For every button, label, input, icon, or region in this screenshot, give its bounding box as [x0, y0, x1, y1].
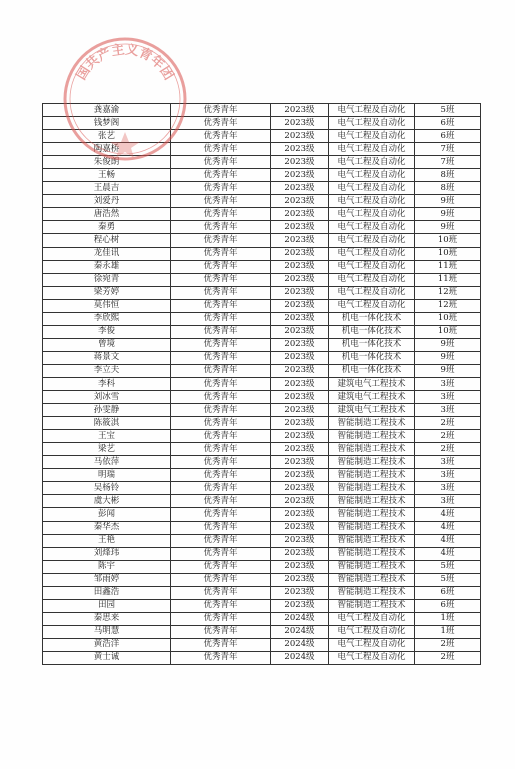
grade-cell: 2023级 [271, 404, 329, 417]
honor-cell: 优秀青年 [171, 273, 271, 286]
name-cell: 钱梦阁 [43, 117, 171, 130]
name-cell: 田鑫浩 [43, 586, 171, 599]
honor-cell: 优秀青年 [171, 508, 271, 521]
table-row [43, 325, 481, 338]
class-cell: 6班 [415, 117, 481, 130]
class-cell: 8班 [415, 182, 481, 195]
table-row [43, 638, 481, 651]
name-cell: 王晨吉 [43, 182, 171, 195]
major-cell: 智能制造工程技术 [329, 547, 415, 560]
name-cell: 邹雨婷 [43, 573, 171, 586]
honor-cell: 优秀青年 [171, 234, 271, 247]
class-cell: 8班 [415, 169, 481, 182]
grade-cell: 2023级 [271, 521, 329, 534]
honor-cell: 优秀青年 [171, 130, 271, 143]
name-cell: 陈宇 [43, 560, 171, 573]
major-cell: 建筑电气工程技术 [329, 391, 415, 404]
honor-cell: 优秀青年 [171, 195, 271, 208]
class-cell: 1班 [415, 612, 481, 625]
honor-cell: 优秀青年 [171, 482, 271, 495]
grade-cell: 2023级 [271, 273, 329, 286]
honor-cell: 优秀青年 [171, 338, 271, 351]
name-cell: 张艺 [43, 130, 171, 143]
class-cell: 10班 [415, 234, 481, 247]
grade-cell: 2024级 [271, 651, 329, 664]
table-row [43, 286, 481, 299]
table-row [43, 143, 481, 156]
class-cell: 2班 [415, 430, 481, 443]
class-cell: 10班 [415, 325, 481, 338]
honor-cell: 优秀青年 [171, 104, 271, 117]
class-cell: 3班 [415, 391, 481, 404]
major-cell: 智能制造工程技术 [329, 482, 415, 495]
major-cell: 智能制造工程技术 [329, 586, 415, 599]
major-cell: 电气工程及自动化 [329, 130, 415, 143]
grade-cell: 2024级 [271, 638, 329, 651]
table-row [43, 482, 481, 495]
honor-cell: 优秀青年 [171, 638, 271, 651]
name-cell: 彭闻 [43, 508, 171, 521]
honor-cell: 优秀青年 [171, 391, 271, 404]
table-row [43, 495, 481, 508]
seal-text: 国共产主义青年团 [74, 42, 176, 83]
name-cell: 马明慧 [43, 625, 171, 638]
major-cell: 智能制造工程技术 [329, 521, 415, 534]
class-cell: 9班 [415, 338, 481, 351]
major-cell: 电气工程及自动化 [329, 221, 415, 234]
honor-cell: 优秀青年 [171, 456, 271, 469]
grade-cell: 2023级 [271, 221, 329, 234]
grade-cell: 2023级 [271, 325, 329, 338]
name-cell: 梁芳婷 [43, 286, 171, 299]
honor-cell: 优秀青年 [171, 312, 271, 325]
table-row [43, 130, 481, 143]
table-row [43, 247, 481, 260]
major-cell: 智能制造工程技术 [329, 573, 415, 586]
table-row [43, 508, 481, 521]
table-row [43, 299, 481, 312]
svg-text:国共产主义青年团 [73, 42, 177, 83]
grade-cell: 2023级 [271, 573, 329, 586]
major-cell: 智能制造工程技术 [329, 495, 415, 508]
grade-cell: 2023级 [271, 338, 329, 351]
table-row [43, 625, 481, 638]
table-row [43, 234, 481, 247]
class-cell: 3班 [415, 377, 481, 390]
table-row [43, 586, 481, 599]
grade-cell: 2023级 [271, 169, 329, 182]
table-row [43, 612, 481, 625]
name-cell: 明瑞 [43, 469, 171, 482]
grade-cell: 2023级 [271, 377, 329, 390]
honor-list-table-container [42, 103, 480, 665]
name-cell: 秦华杰 [43, 521, 171, 534]
honor-cell: 优秀青年 [171, 534, 271, 547]
name-cell: 蒋景文 [43, 351, 171, 364]
grade-cell: 2024级 [271, 612, 329, 625]
grade-cell: 2023级 [271, 417, 329, 430]
grade-cell: 2023级 [271, 182, 329, 195]
grade-cell: 2023级 [271, 469, 329, 482]
table-row [43, 430, 481, 443]
name-cell: 王宝 [43, 430, 171, 443]
name-cell: 秦思来 [43, 612, 171, 625]
major-cell: 电气工程及自动化 [329, 273, 415, 286]
name-cell: 刘爱丹 [43, 195, 171, 208]
class-cell: 3班 [415, 469, 481, 482]
major-cell: 电气工程及自动化 [329, 286, 415, 299]
table-body [43, 104, 481, 665]
grade-cell: 2023级 [271, 130, 329, 143]
major-cell: 机电一体化技术 [329, 364, 415, 377]
honor-cell: 优秀青年 [171, 221, 271, 234]
class-cell: 2班 [415, 417, 481, 430]
class-cell: 9班 [415, 208, 481, 221]
table-row [43, 169, 481, 182]
honor-cell: 优秀青年 [171, 599, 271, 612]
table-row [43, 456, 481, 469]
major-cell: 机电一体化技术 [329, 338, 415, 351]
class-cell: 2班 [415, 651, 481, 664]
name-cell: 孙雯静 [43, 404, 171, 417]
honor-cell: 优秀青年 [171, 586, 271, 599]
table-row [43, 364, 481, 377]
honor-cell: 优秀青年 [171, 573, 271, 586]
major-cell: 智能制造工程技术 [329, 417, 415, 430]
major-cell: 智能制造工程技术 [329, 560, 415, 573]
name-cell: 王畅 [43, 169, 171, 182]
major-cell: 机电一体化技术 [329, 325, 415, 338]
name-cell: 李立夫 [43, 364, 171, 377]
class-cell: 10班 [415, 247, 481, 260]
honor-cell: 优秀青年 [171, 351, 271, 364]
honor-cell: 优秀青年 [171, 612, 271, 625]
class-cell: 3班 [415, 456, 481, 469]
grade-cell: 2023级 [271, 312, 329, 325]
major-cell: 机电一体化技术 [329, 312, 415, 325]
honor-cell: 优秀青年 [171, 651, 271, 664]
name-cell: 莫伟恒 [43, 299, 171, 312]
name-cell: 龚嘉渝 [43, 104, 171, 117]
table-row [43, 521, 481, 534]
name-cell: 马依萍 [43, 456, 171, 469]
class-cell: 4班 [415, 547, 481, 560]
name-cell: 王艳 [43, 534, 171, 547]
honor-cell: 优秀青年 [171, 443, 271, 456]
table-row [43, 260, 481, 273]
honor-cell: 优秀青年 [171, 495, 271, 508]
major-cell: 电气工程及自动化 [329, 169, 415, 182]
class-cell: 9班 [415, 351, 481, 364]
name-cell: 刘冰雪 [43, 391, 171, 404]
class-cell: 7班 [415, 143, 481, 156]
honor-cell: 优秀青年 [171, 247, 271, 260]
grade-cell: 2023级 [271, 143, 329, 156]
name-cell: 唐浩然 [43, 208, 171, 221]
grade-cell: 2023级 [271, 430, 329, 443]
major-cell: 智能制造工程技术 [329, 443, 415, 456]
major-cell: 电气工程及自动化 [329, 156, 415, 169]
class-cell: 12班 [415, 299, 481, 312]
honor-cell: 优秀青年 [171, 521, 271, 534]
table-row [43, 182, 481, 195]
table-row [43, 338, 481, 351]
major-cell: 建筑电气工程技术 [329, 377, 415, 390]
table-row [43, 156, 481, 169]
name-cell: 黄士诚 [43, 651, 171, 664]
table-row [43, 104, 481, 117]
table-row [43, 547, 481, 560]
name-cell: 李科 [43, 377, 171, 390]
table-row [43, 377, 481, 390]
major-cell: 电气工程及自动化 [329, 638, 415, 651]
major-cell: 电气工程及自动化 [329, 625, 415, 638]
class-cell: 3班 [415, 482, 481, 495]
class-cell: 12班 [415, 286, 481, 299]
table-row [43, 208, 481, 221]
major-cell: 智能制造工程技术 [329, 534, 415, 547]
honor-cell: 优秀青年 [171, 117, 271, 130]
grade-cell: 2023级 [271, 351, 329, 364]
table-row [43, 312, 481, 325]
honor-cell: 优秀青年 [171, 560, 271, 573]
honor-cell: 优秀青年 [171, 156, 271, 169]
class-cell: 6班 [415, 130, 481, 143]
table-row [43, 599, 481, 612]
grade-cell: 2023级 [271, 364, 329, 377]
class-cell: 10班 [415, 312, 481, 325]
honor-cell: 优秀青年 [171, 325, 271, 338]
major-cell: 电气工程及自动化 [329, 182, 415, 195]
table-row [43, 560, 481, 573]
class-cell: 5班 [415, 560, 481, 573]
class-cell: 2班 [415, 638, 481, 651]
major-cell: 智能制造工程技术 [329, 599, 415, 612]
grade-cell: 2023级 [271, 495, 329, 508]
name-cell: 虞大彬 [43, 495, 171, 508]
grade-cell: 2023级 [271, 560, 329, 573]
major-cell: 建筑电气工程技术 [329, 404, 415, 417]
grade-cell: 2023级 [271, 208, 329, 221]
honor-cell: 优秀青年 [171, 143, 271, 156]
name-cell: 陶嘉桥 [43, 143, 171, 156]
name-cell: 梁艺 [43, 443, 171, 456]
table-row [43, 573, 481, 586]
name-cell: 程心树 [43, 234, 171, 247]
grade-cell: 2023级 [271, 247, 329, 260]
grade-cell: 2023级 [271, 286, 329, 299]
table-row [43, 534, 481, 547]
honor-cell: 优秀青年 [171, 364, 271, 377]
grade-cell: 2023级 [271, 117, 329, 130]
honor-cell: 优秀青年 [171, 169, 271, 182]
class-cell: 9班 [415, 364, 481, 377]
class-cell: 6班 [415, 586, 481, 599]
grade-cell: 2023级 [271, 482, 329, 495]
major-cell: 电气工程及自动化 [329, 299, 415, 312]
class-cell: 1班 [415, 625, 481, 638]
name-cell: 龙佳讯 [43, 247, 171, 260]
major-cell: 电气工程及自动化 [329, 208, 415, 221]
grade-cell: 2023级 [271, 456, 329, 469]
major-cell: 智能制造工程技术 [329, 456, 415, 469]
class-cell: 5班 [415, 573, 481, 586]
grade-cell: 2024级 [271, 625, 329, 638]
honor-cell: 优秀青年 [171, 430, 271, 443]
class-cell: 3班 [415, 404, 481, 417]
major-cell: 电气工程及自动化 [329, 260, 415, 273]
grade-cell: 2023级 [271, 195, 329, 208]
grade-cell: 2023级 [271, 104, 329, 117]
honor-cell: 优秀青年 [171, 182, 271, 195]
class-cell: 11班 [415, 260, 481, 273]
class-cell: 7班 [415, 156, 481, 169]
name-cell: 秦永雄 [43, 260, 171, 273]
grade-cell: 2023级 [271, 260, 329, 273]
class-cell: 9班 [415, 195, 481, 208]
class-cell: 4班 [415, 534, 481, 547]
table-row [43, 404, 481, 417]
honor-cell: 优秀青年 [171, 625, 271, 638]
table-row [43, 195, 481, 208]
name-cell: 刘烽玮 [43, 547, 171, 560]
table-row [43, 417, 481, 430]
major-cell: 智能制造工程技术 [329, 469, 415, 482]
major-cell: 电气工程及自动化 [329, 651, 415, 664]
major-cell: 电气工程及自动化 [329, 612, 415, 625]
name-cell: 李俊 [43, 325, 171, 338]
grade-cell: 2023级 [271, 534, 329, 547]
table-row [43, 351, 481, 364]
table-row [43, 391, 481, 404]
grade-cell: 2023级 [271, 508, 329, 521]
grade-cell: 2023级 [271, 391, 329, 404]
honor-cell: 优秀青年 [171, 547, 271, 560]
name-cell: 黄浩洋 [43, 638, 171, 651]
honor-cell: 优秀青年 [171, 404, 271, 417]
table-row [43, 273, 481, 286]
name-cell: 田园 [43, 599, 171, 612]
table-row [43, 651, 481, 664]
honor-cell: 优秀青年 [171, 286, 271, 299]
grade-cell: 2023级 [271, 443, 329, 456]
major-cell: 电气工程及自动化 [329, 234, 415, 247]
grade-cell: 2023级 [271, 599, 329, 612]
major-cell: 电气工程及自动化 [329, 104, 415, 117]
honor-list-table [42, 103, 481, 665]
major-cell: 智能制造工程技术 [329, 430, 415, 443]
class-cell: 4班 [415, 521, 481, 534]
major-cell: 智能制造工程技术 [329, 508, 415, 521]
grade-cell: 2023级 [271, 234, 329, 247]
name-cell: 吴杨铃 [43, 482, 171, 495]
grade-cell: 2023级 [271, 586, 329, 599]
class-cell: 9班 [415, 221, 481, 234]
honor-cell: 优秀青年 [171, 260, 271, 273]
major-cell: 机电一体化技术 [329, 351, 415, 364]
class-cell: 5班 [415, 104, 481, 117]
major-cell: 电气工程及自动化 [329, 247, 415, 260]
honor-cell: 优秀青年 [171, 469, 271, 482]
major-cell: 电气工程及自动化 [329, 117, 415, 130]
name-cell: 朱俊朗 [43, 156, 171, 169]
table-row [43, 469, 481, 482]
class-cell: 3班 [415, 495, 481, 508]
table-row [43, 443, 481, 456]
honor-cell: 优秀青年 [171, 417, 271, 430]
honor-cell: 优秀青年 [171, 208, 271, 221]
class-cell: 11班 [415, 273, 481, 286]
honor-cell: 优秀青年 [171, 299, 271, 312]
major-cell: 电气工程及自动化 [329, 195, 415, 208]
table-row [43, 117, 481, 130]
class-cell: 2班 [415, 443, 481, 456]
class-cell: 4班 [415, 508, 481, 521]
honor-cell: 优秀青年 [171, 377, 271, 390]
table-row [43, 221, 481, 234]
name-cell: 李欣熙 [43, 312, 171, 325]
grade-cell: 2023级 [271, 547, 329, 560]
class-cell: 6班 [415, 599, 481, 612]
grade-cell: 2023级 [271, 299, 329, 312]
major-cell: 电气工程及自动化 [329, 143, 415, 156]
name-cell: 徐宛青 [43, 273, 171, 286]
name-cell: 秦勇 [43, 221, 171, 234]
name-cell: 曾境 [43, 338, 171, 351]
grade-cell: 2023级 [271, 156, 329, 169]
name-cell: 陈筱淇 [43, 417, 171, 430]
